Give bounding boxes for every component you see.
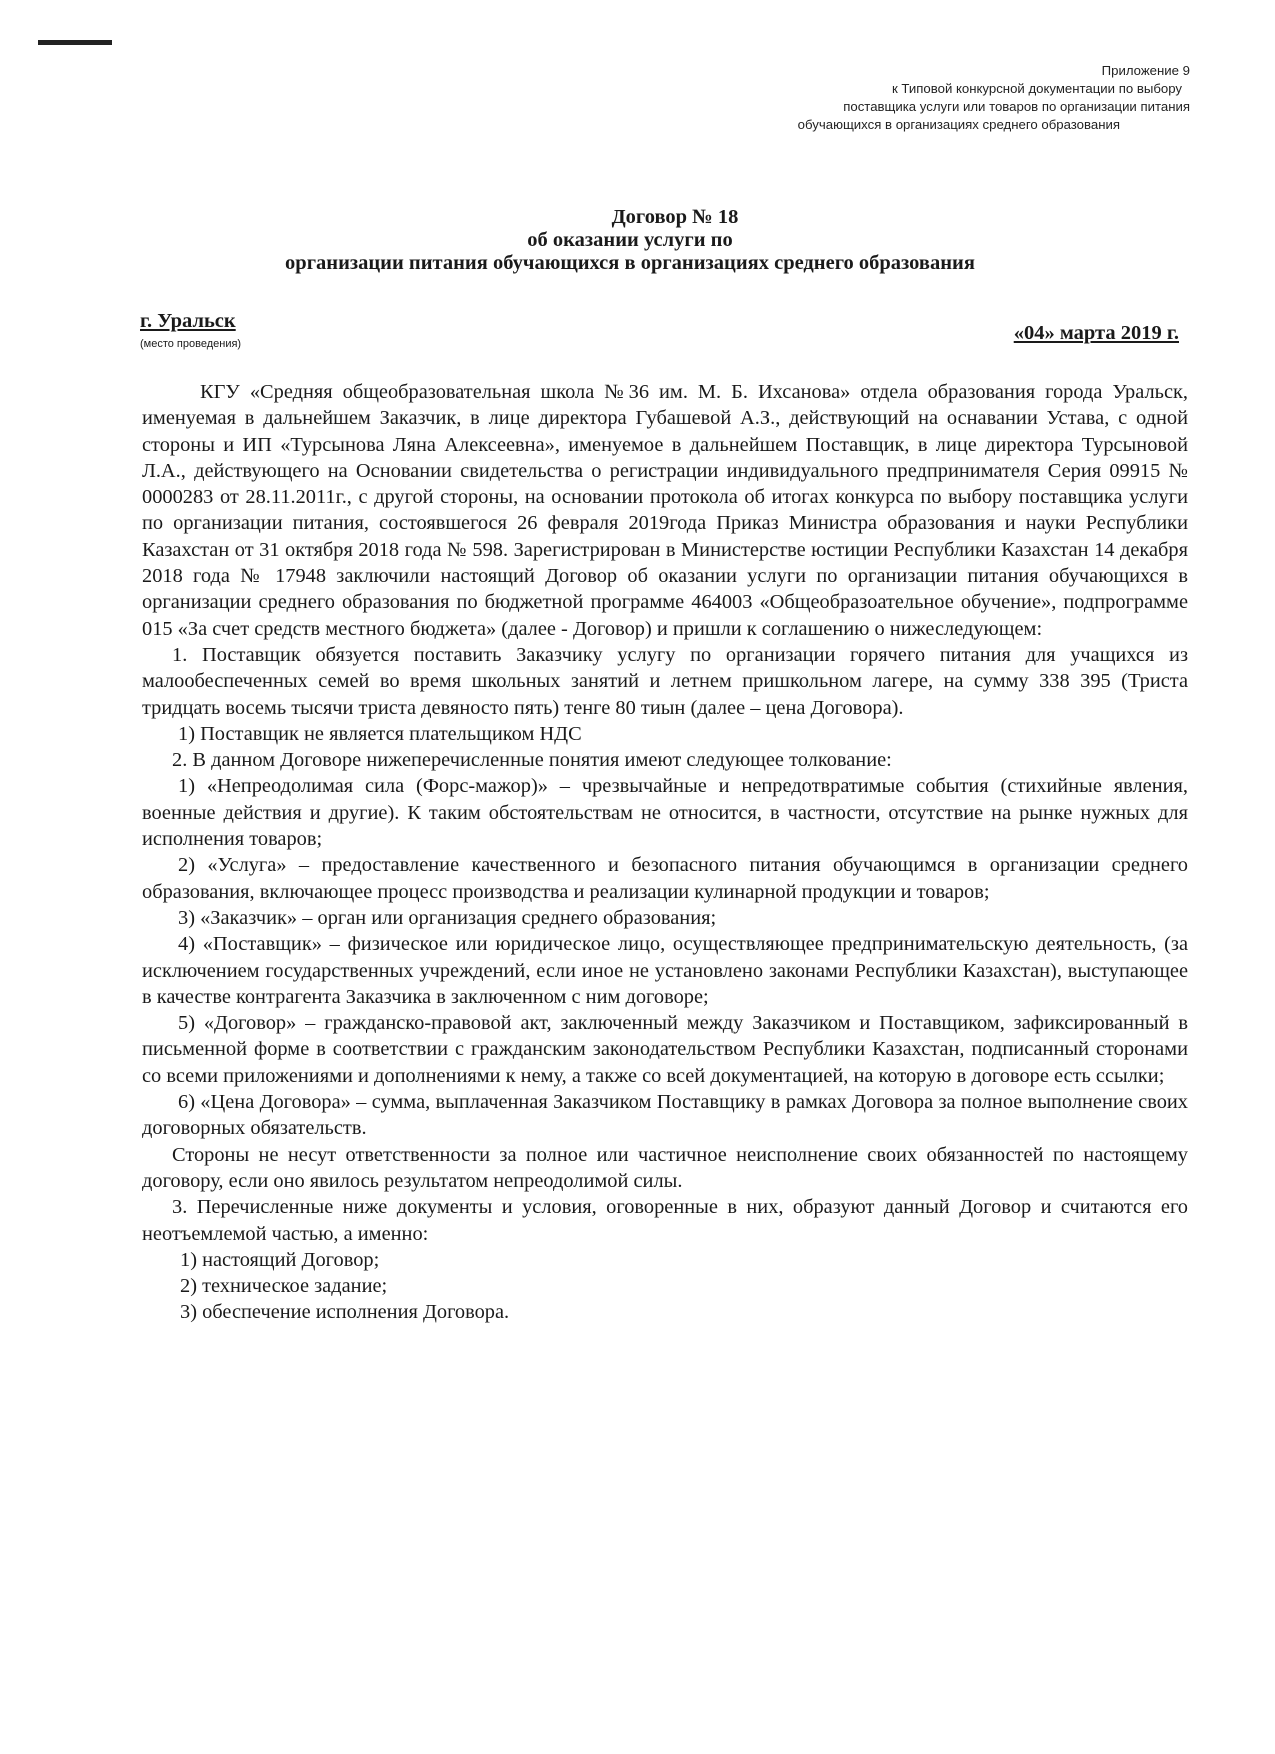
definition-3: 3) «Заказчик» – орган или организация среднего образования; (178, 906, 717, 929)
clause-1: 1. Поставщик обязуется поставить Заказчику услугу по организации горячего питания для учащихся из малообеспеченных семей во время школьных занятий и летнем пришкольном лагере, на сумму 338 395 (Триста тридцать восемь тысячи триста девяносто пять) тенге 80 тиын (далее – цена Договора). (142, 643, 1188, 719)
appendix-line: обучающихся в организациях среднего образования (797, 117, 1120, 132)
intro-paragraph: КГУ «Средняя общеобразовательная школа №36 им. М. Б. Ихсанова» отдела образования города Уральск, именуемая в дальнейшем Заказчик, в лице директора Губашевой А.З., действующий на оснавании Устава, с одной стороны и ИП «Турсынова Ляна Алексеевна», именуемое в дальнейшем Поставщик, в лице директора Турсыновой Л.А., действующего на Основании свидетельства о регистрации индивидуального предпринимателя Серия 09915 № 0000283 от 28.11.2011г., с другой стороны, на основании протокола об итогах конкурса по выбору поставщика услуги по организации питания, состоявшегося 26 февраля 2019года Приказ Министра образования и науки Республики Казахстан от 31 октября 2018 года № 598. Зарегистрирован в Министерстве юстиции Республики Казахстан 14 декабря 2018 года № 17948 заключили настоящий Договор об оказании услуги по организации питания обучающихся в организации среднего образования по бюджетной программе 464003 «Общеобразоательное обучение», подпрограмме 015 «За счет средств местного бюджета» (далее - Договор) и пришли к соглашению о нижеследующем: (142, 381, 1188, 640)
contract-number: Договор № 18 (611, 206, 739, 228)
appendix-line: поставщика услуги или товаров по организации питания (843, 99, 1190, 114)
place-caption: (место проведения) (140, 338, 242, 350)
list-item: 1) настоящий Договор; (180, 1248, 380, 1271)
title-subject-detail: организации питания обучающихся в организациях среднего образования (285, 252, 975, 274)
title-subject: об оказании услуги по (527, 229, 733, 251)
list-item: 3) обеспечение исполнения Договора. (180, 1301, 510, 1324)
clause-3: 3. Перечисленные ниже документы и условия, оговоренные в них, образуют данный Договор и считаются его неотъемлемой частью, а именно: (142, 1196, 1188, 1245)
definition-5: 5) «Договор» – гражданско-правовой акт, заключенный между Заказчиком и Поставщиком, зафиксированный в письменной форме в соответствии с гражданским законодательством Республики Казахстан, подписанный сторонами со всеми приложениями и дополнениями к нему, а также со всей документацией, на которую в договоре есть ссылки; (142, 1012, 1188, 1087)
definition-6: 6) «Цена Договора» – сумма, выплаченная Заказчиком Поставщику в рамках Договора за полное выполнение своих договорных обязательств. (142, 1091, 1188, 1140)
appendix-line: Приложение 9 (1101, 63, 1190, 78)
contract-body (142, 379, 1188, 1326)
clause-1-1: 1) Поставщик не является плательщиком НДС (178, 722, 582, 745)
scan-edge-mark (38, 40, 112, 45)
definition-4: 4) «Поставщик» – физическое или юридическое лицо, осуществляющее предпринимательскую деятельность, (за исключением государственных учреждений, если иное не установлено законами Республики Казахстан), выступающее в качестве контрагента Заказчика в заключенном с ним договоре; (142, 933, 1188, 1008)
definition-1: 1) «Непреодолимая сила (Форс-мажор)» – чрезвычайные и непредотвратимые события (стихийные явления, военные действия и другие). К таким обстоятельствам не относится, в частности, отсутствие на рынке нужных для исполнения товаров; (142, 775, 1188, 851)
clause-2: 2. В данном Договоре нижеперечисленные понятия имеют следующее толкование: (172, 749, 892, 772)
list-item: 2) техническое задание; (180, 1275, 388, 1298)
contract-date: «04» марта 2019 г. (1013, 322, 1179, 344)
document-title (130, 206, 1130, 275)
appendix-line: к Типовой конкурсной документации по выбору (892, 81, 1182, 96)
appendix-note (798, 62, 1190, 134)
force-majeure-paragraph: Стороны не несут ответственности за полное или частичное неисполнение своих обязанностей по настоящему договору, если оно явилось результатом непреодолимой силы. (142, 1143, 1188, 1192)
definition-2: 2) «Услуга» – предоставление качественного и безопасного питания обучающимся в организации среднего образования, включающее процесс производства и реализации кулинарной продукции и товаров; (142, 854, 1188, 903)
place-of-signing: г. Уральск (140, 310, 236, 332)
